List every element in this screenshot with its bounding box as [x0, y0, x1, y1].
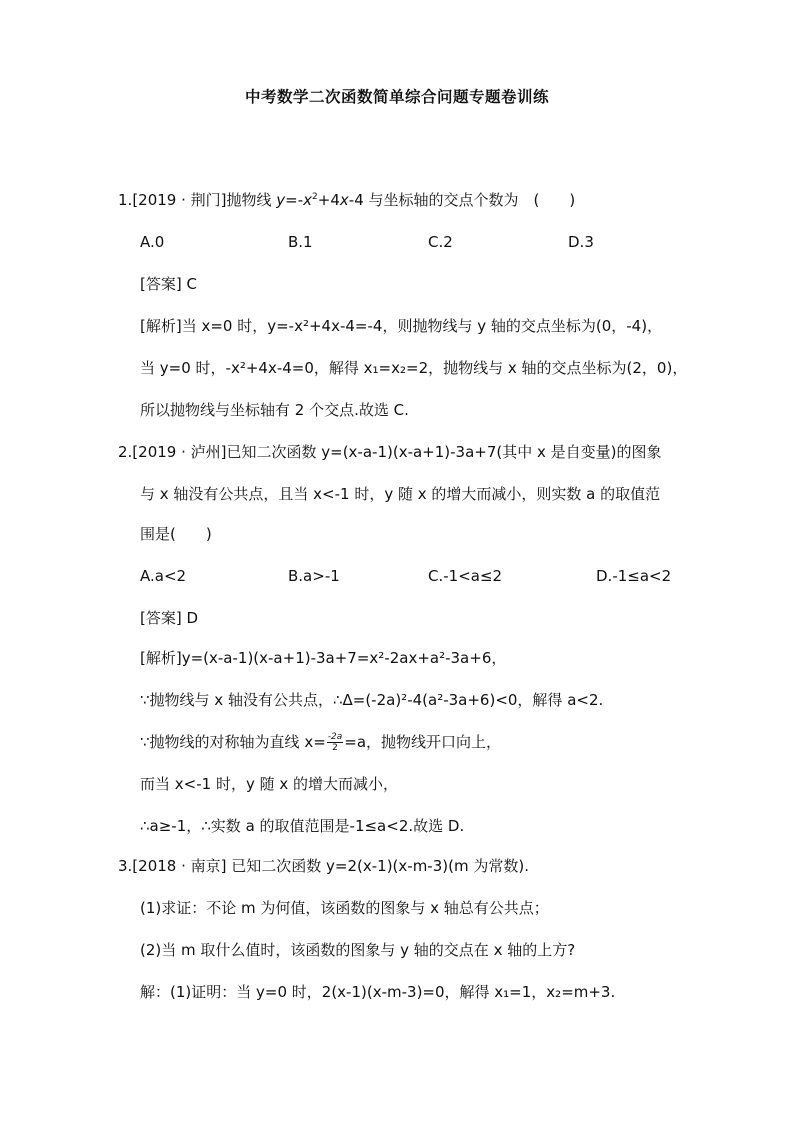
- analysis-1-line-2: 当 y=0 时，-x²+4x-4=0，解得 x₁=x₂=2，抛物线与 x 轴的交点坐标为(2，0)，: [140, 359, 688, 377]
- page-title: 中考数学二次函数简单综合问题专题卷训练: [244, 88, 549, 106]
- option-a: A.a<2: [140, 567, 187, 585]
- fraction-denominator: 2: [332, 743, 338, 753]
- question-text: 抛物线: [226, 191, 277, 209]
- analysis-text: ∵抛物线的对称轴为直线 x=: [140, 733, 326, 751]
- equation-x: x: [303, 191, 313, 209]
- option-c: C.2: [428, 233, 453, 251]
- option-c: C.-1<a≤2: [428, 567, 503, 585]
- analysis-2-line-3: [140, 732, 501, 753]
- fraction: [327, 732, 344, 753]
- question-1: [118, 190, 575, 210]
- analysis-2-line-2: ∵抛物线与 x 轴没有公共点，∴Δ=(-2a)²-4(a²-3a+6)<0，解得 a<2.: [140, 691, 604, 709]
- option-b: B.a>-1: [288, 567, 340, 585]
- question-text: 与坐标轴的交点个数为 ( ): [363, 191, 576, 209]
- equation-x: x: [339, 191, 349, 209]
- answer-2: [答案] D: [140, 609, 199, 627]
- analysis-2-line-4: 而当 x<-1 时，y 随 x 的增大而减小，: [140, 775, 398, 793]
- equation-y: y: [276, 191, 286, 209]
- question-2-line-2: 与 x 轴没有公共点，且当 x<-1 时，y 随 x 的增大而减小，则实数 a 的取值范: [140, 485, 661, 503]
- equation-part: =-: [285, 191, 304, 209]
- option-a: A.0: [140, 233, 165, 251]
- question-3-part-2: (2)当 m 取什么值时，该函数的图象与 y 轴的交点在 x 轴的上方?: [140, 941, 576, 959]
- question-2-line-1: 2.[2019 · 泸州]已知二次函数 y=(x-a-1)(x-a+1)-3a+7(其中 x 是自变量)的图象: [118, 443, 662, 461]
- question-2-line-3: 围是( ): [140, 525, 212, 543]
- fraction-numerator: -2a: [327, 732, 343, 742]
- analysis-1-line-3: 所以抛物线与坐标轴有 2 个交点.故选 C.: [140, 401, 409, 419]
- option-b: B.1: [288, 233, 313, 251]
- option-d: D.3: [568, 233, 594, 251]
- option-d: D.-1≤a<2: [596, 567, 672, 585]
- question-source: [2019 · 荆门]: [132, 191, 227, 209]
- question-number: 1.: [118, 191, 133, 209]
- answer-1: [答案] C: [140, 275, 197, 293]
- equation-part: +4: [317, 191, 340, 209]
- question-3-line-1: 3.[2018 · 南京] 已知二次函数 y=2(x-1)(x-m-3)(m 为常数).: [118, 857, 529, 875]
- analysis-2-line-5: ∴a≥-1，∴实数 a 的取值范围是-1≤a<2.故选 D.: [140, 817, 465, 835]
- question-3-part-1: (1)求证：不论 m 为何值，该函数的图象与 x 轴总有公共点；: [140, 899, 549, 917]
- equation-part: -4: [348, 191, 364, 209]
- equation-exponent: 2: [312, 192, 318, 202]
- analysis-2-line-1: [解析]y=(x-a-1)(x-a+1)-3a+7=x²-2ax+a²-3a+6，: [140, 649, 507, 667]
- analysis-1-line-1: [解析]当 x=0 时，y=-x²+4x-4=-4，则抛物线与 y 轴的交点坐标为(0，-4)，: [140, 317, 663, 335]
- question-3-solution: 解：(1)证明：当 y=0 时，2(x-1)(x-m-3)=0，解得 x₁=1，x₂=m+3.: [140, 983, 616, 1001]
- analysis-text: =a，抛物线开口向上，: [344, 733, 502, 751]
